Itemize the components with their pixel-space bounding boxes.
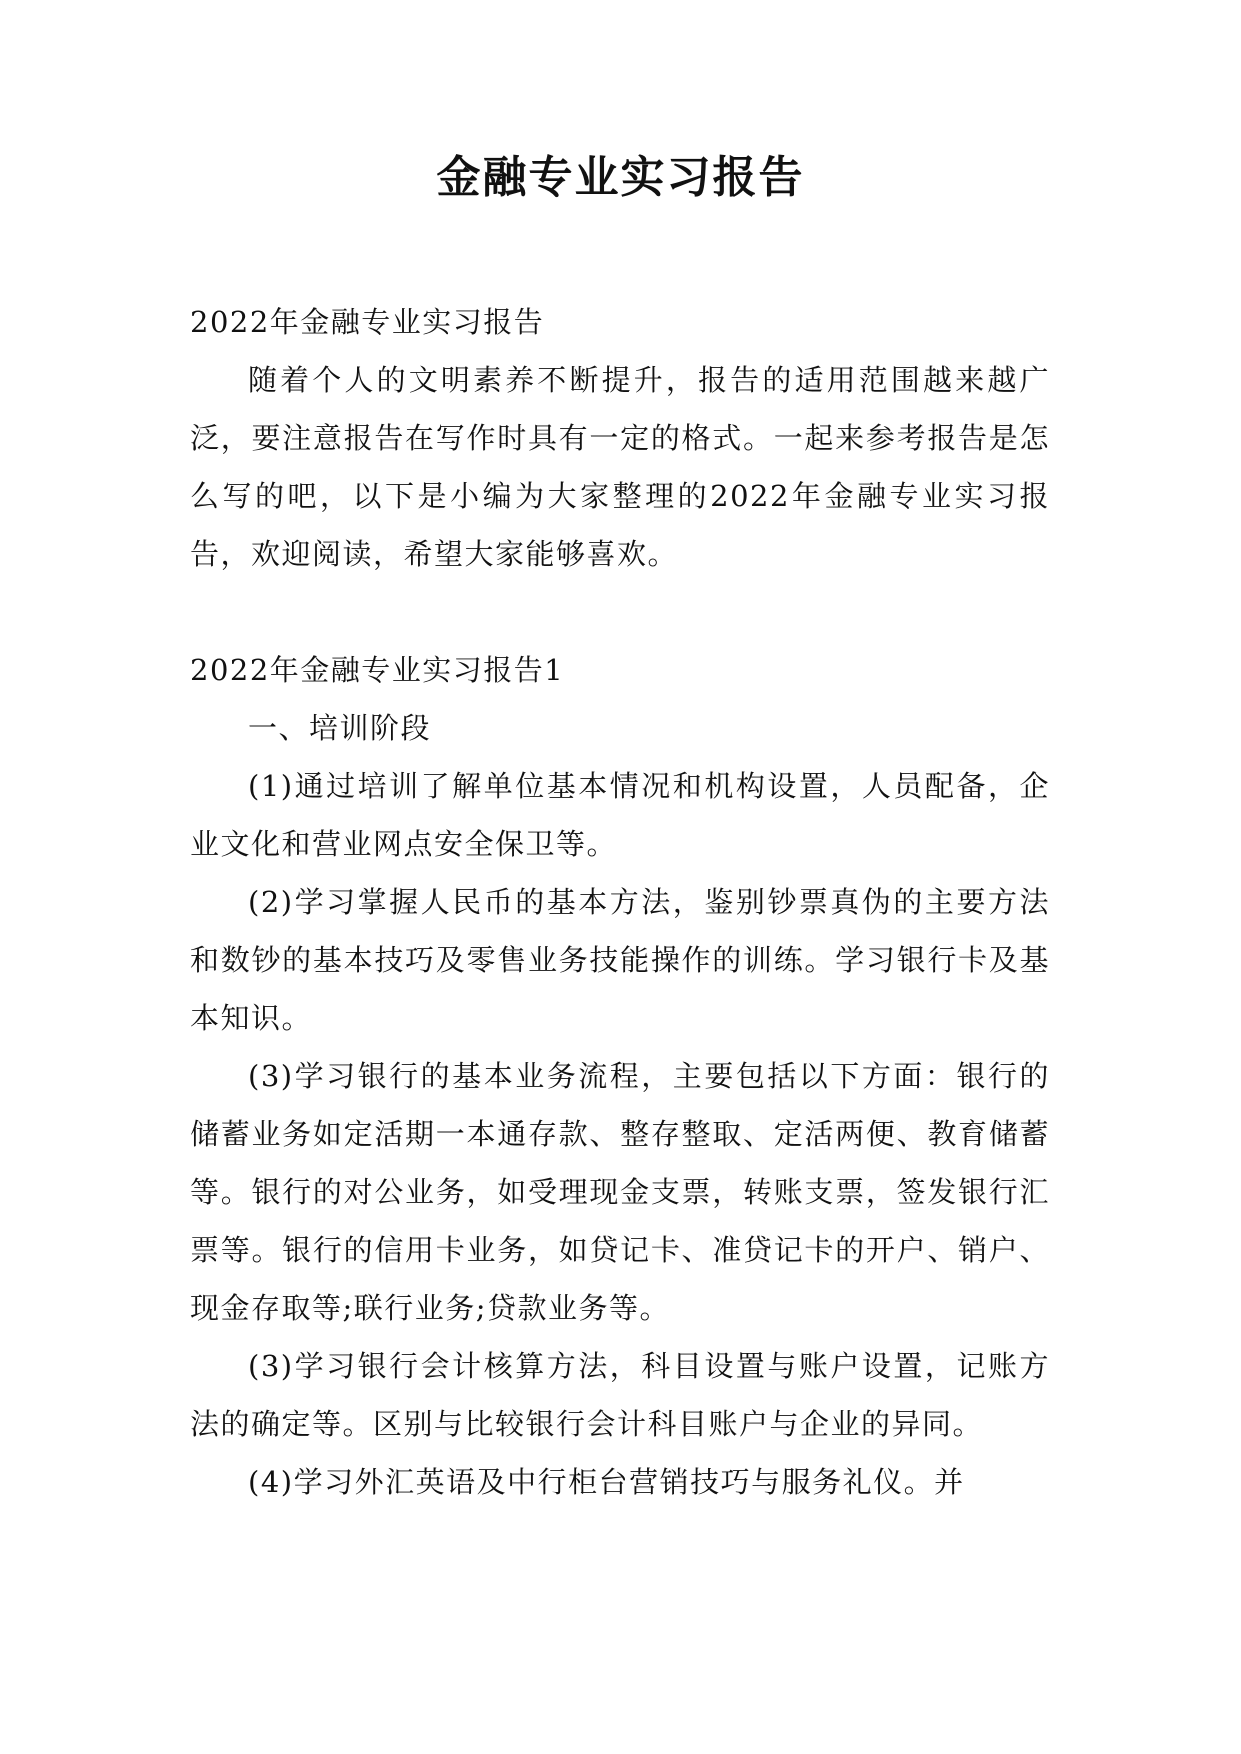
subtitle: 2022年金融专业实习报告 [190, 305, 545, 339]
paragraph-gap [190, 583, 1050, 641]
intro-paragraph: 随着个人的文明素养不断提升，报告的适用范围越来越广泛，要注意报告在写作时具有一定的格式。一起来参考报告是怎么写的吧，以下是小编为大家整理的2022年金融专业实习报告，欢迎阅读，希望大家能够喜欢。 [190, 363, 1050, 571]
paragraph: (4)学习外汇英语及中行柜台营销技巧与服务礼仪。并 [248, 1465, 965, 1499]
paragraph: (3)学习银行的基本业务流程，主要包括以下方面：银行的储蓄业务如定活期一本通存款、整存整取、定活两便、教育储蓄等。银行的对公业务，如受理现金支票，转账支票，签发银行汇票等。银行的信用卡业务，如贷记卡、准贷记卡的开户、销户、现金存取等;联行业务;贷款业务等。 [190, 1059, 1050, 1325]
document-title: 金融专业实习报告 [436, 152, 805, 203]
paragraph: (1)通过培训了解单位基本情况和机构设置，人员配备，企业文化和营业网点安全保卫等。 [190, 769, 1050, 861]
stage-heading: 一、培训阶段 [248, 711, 432, 745]
paragraph: (2)学习掌握人民币的基本方法，鉴别钞票真伪的主要方法和数钞的基本技巧及零售业务技能操作的训练。学习银行卡及基本知识。 [190, 885, 1050, 1035]
paragraph: (3)学习银行会计核算方法，科目设置与账户设置，记账方法的确定等。区别与比较银行会计科目账户与企业的异同。 [190, 1349, 1050, 1441]
document-body [190, 293, 1050, 1511]
section-heading: 2022年金融专业实习报告1 [190, 653, 565, 687]
